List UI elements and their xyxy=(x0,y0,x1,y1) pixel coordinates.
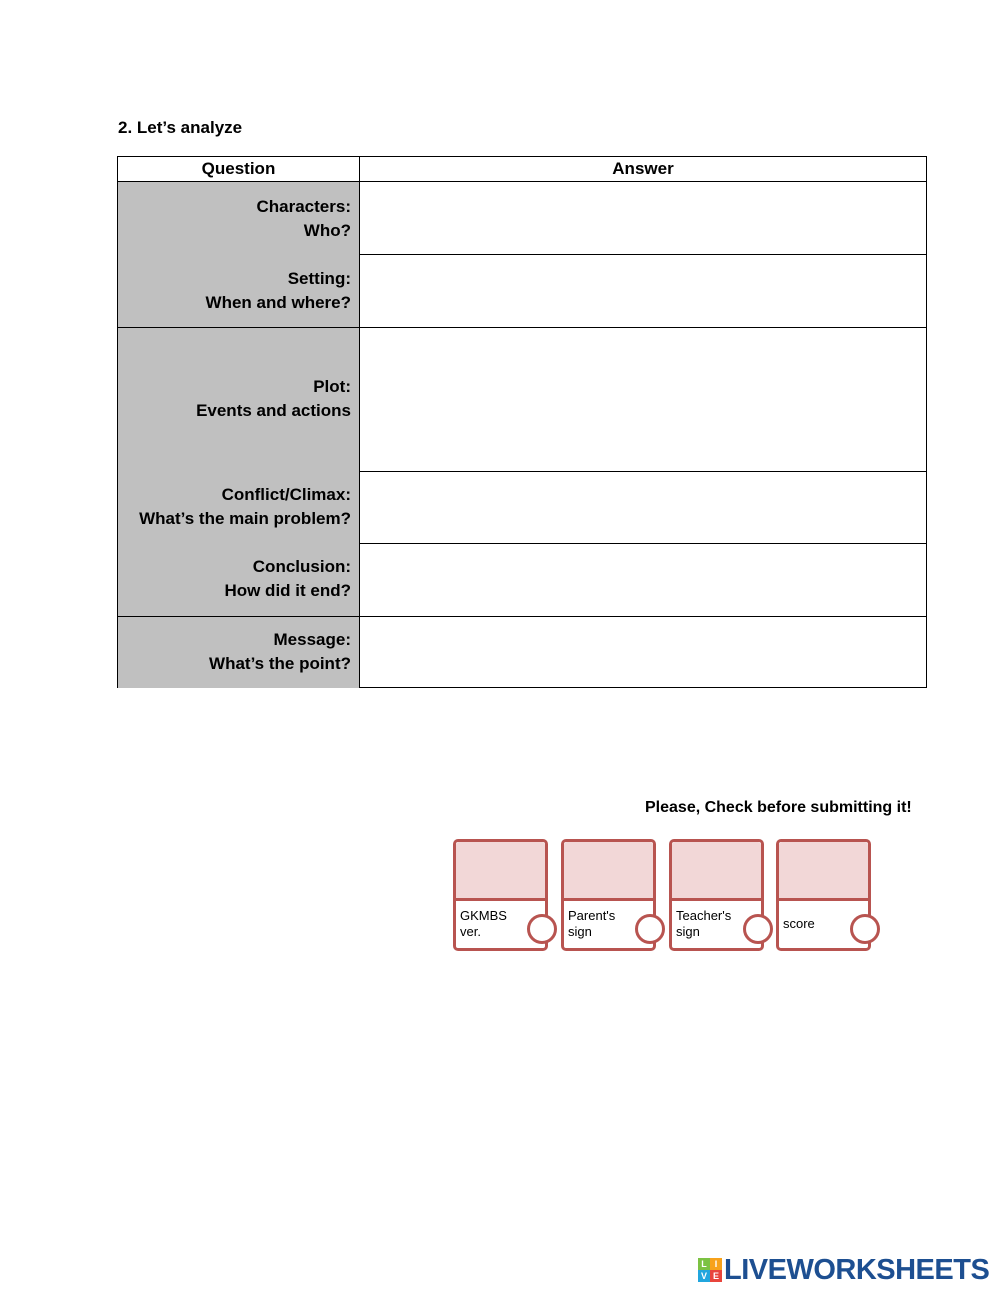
question-plot: Plot: Events and actions xyxy=(196,377,351,420)
check-box-label: GKMBS ver. xyxy=(460,908,507,939)
check-box-label: score xyxy=(783,916,815,931)
logo-text: LIVEWORKSHEETS xyxy=(724,1253,990,1286)
answer-conclusion[interactable] xyxy=(360,544,926,616)
check-box-parent-sign xyxy=(561,839,656,951)
header-answer: Answer xyxy=(360,157,926,182)
question-block-3 xyxy=(118,617,360,688)
question-message: Message: What’s the point? xyxy=(209,630,351,673)
answer-setting[interactable] xyxy=(360,255,926,327)
analysis-table xyxy=(117,156,927,688)
check-box-fill[interactable] xyxy=(564,842,653,901)
check-box-label: Parent's sign xyxy=(568,908,616,939)
check-note: Please, Check before submitting it! xyxy=(645,799,912,816)
check-box-fill[interactable] xyxy=(456,842,545,901)
question-block-1 xyxy=(118,182,360,327)
question-conflict: Conflict/Climax: What’s the main problem? xyxy=(139,485,351,528)
answer-message[interactable] xyxy=(360,617,926,688)
question-block-2 xyxy=(118,328,360,616)
answer-plot[interactable] xyxy=(360,328,926,471)
check-box-score xyxy=(776,839,871,951)
check-circle[interactable] xyxy=(743,914,773,944)
check-box-fill[interactable] xyxy=(779,842,868,901)
check-circle[interactable] xyxy=(850,914,880,944)
question-conclusion: Conclusion: How did it end? xyxy=(224,557,351,600)
check-box-teacher-sign xyxy=(669,839,764,951)
answer-characters[interactable] xyxy=(360,182,926,254)
logo-icon: L I V E xyxy=(698,1258,722,1282)
check-box-label: Teacher's sign xyxy=(676,908,732,939)
question-characters: Characters: Who? xyxy=(256,197,351,240)
check-box-gkmbs xyxy=(453,839,548,951)
check-circle[interactable] xyxy=(527,914,557,944)
section-title: 2. Let’s analyze xyxy=(118,118,243,137)
liveworksheets-logo xyxy=(698,1254,989,1286)
question-setting: Setting: When and where? xyxy=(205,269,351,312)
check-box-fill[interactable] xyxy=(672,842,761,901)
header-question: Question xyxy=(118,157,360,182)
answer-conflict[interactable] xyxy=(360,472,926,543)
check-circle[interactable] xyxy=(635,914,665,944)
